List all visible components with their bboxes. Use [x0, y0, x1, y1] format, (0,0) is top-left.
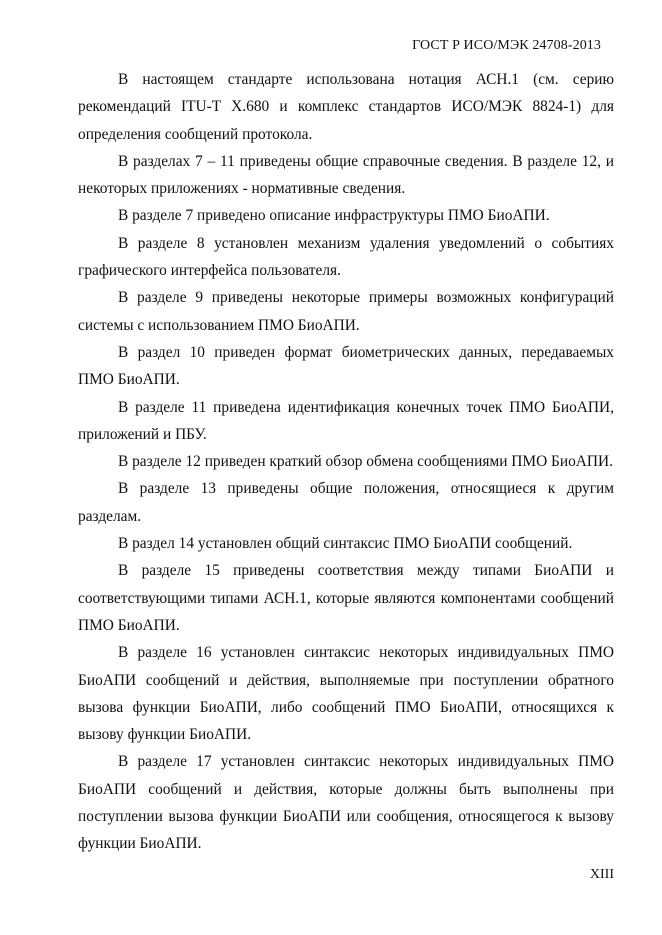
- paragraph-notation: В настоящем стандарте использована нотация АСН.1 (см. серию рекомендаций ITU-T X.680 и комплекс стандартов ИСО/МЭК 8824-1) для определения сообщений протокола.: [78, 71, 614, 143]
- paragraph-section-17: В разделе 17 установлен синтаксис некоторых индивидуальных ПМО БиоАПИ сообщений и действия, которые должны быть выполнены при поступлении вызова функции БиоАПИ или сообщения, относящегося к вызову функции БиоАПИ.: [78, 753, 614, 853]
- paragraph-section-16: В разделе 16 установлен синтаксис некоторых индивидуальных ПМО БиоАПИ сообщений и действия, выполняемые при поступлении обратного вызова функции БиоАПИ, либо сообщений ПМО БиоАПИ, относящихся к вызову функции БиоАПИ.: [78, 644, 614, 744]
- paragraph-section-12: В разделе 12 приведен краткий обзор обмена сообщениями ПМО БиоАПИ.: [118, 453, 613, 471]
- paragraph-section-7: В разделе 7 приведено описание инфраструктуры ПМО БиоАПИ.: [118, 207, 550, 225]
- standard-header: ГОСТ Р ИСО/МЭК 24708-2013: [412, 38, 601, 53]
- paragraph-sections-overview: В разделах 7 – 11 приведены общие справочные сведения. В разделе 12, и некоторых приложениях - нормативные сведения.: [78, 152, 614, 198]
- paragraph-section-11: В разделе 11 приведена идентификация конечных точек ПМО БиоАПИ, приложений и ПБУ.: [78, 398, 614, 443]
- body-text: [78, 66, 614, 858]
- paragraph-section-9: В разделе 9 приведены некоторые примеры возможных конфигураций системы с использованием ПМО БиоАПИ.: [78, 289, 614, 334]
- paragraph-section-14: В раздел 14 установлен общий синтаксис ПМО БиоАПИ сообщений.: [118, 535, 573, 553]
- paragraph-section-13: В разделе 13 приведены общие положения, относящиеся к другим разделам.: [78, 480, 614, 525]
- paragraph-section-8: В разделе 8 установлен механизм удаления уведомлений о событиях графического интерфейса пользователя.: [78, 234, 614, 280]
- page-number: XIII: [589, 867, 614, 882]
- paragraph-section-15: В разделе 15 приведены соответствия между типами БиоАПИ и соответствующими типами АСН.1, которые являются компонентами сообщений ПМО БиоАПИ.: [78, 562, 614, 634]
- paragraph-section-10: В раздел 10 приведен формат биометрических данных, передаваемых ПМО БиоАПИ.: [78, 343, 614, 389]
